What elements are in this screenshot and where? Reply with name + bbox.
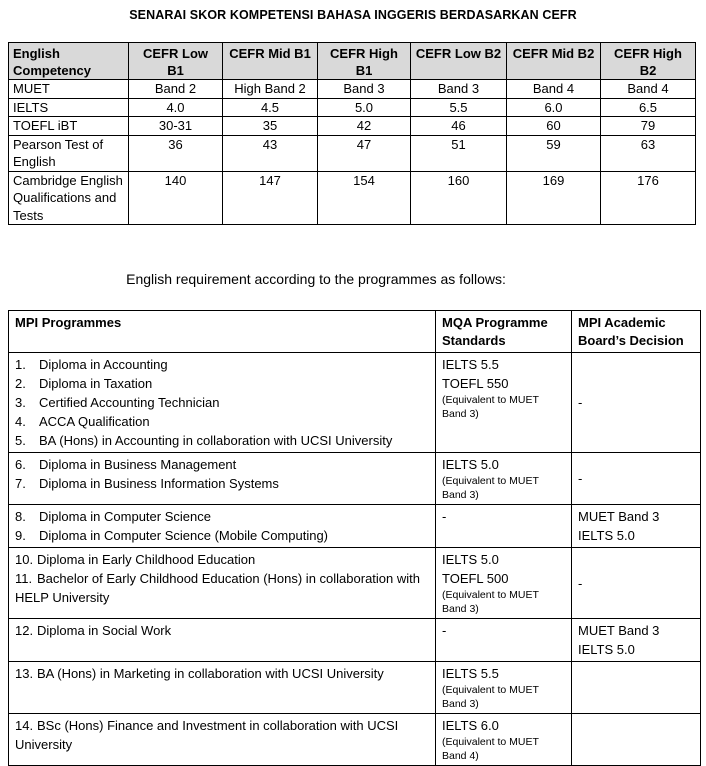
- academic-board-cell: [572, 548, 701, 619]
- programme-name: ACCA Qualification: [39, 414, 150, 429]
- programme-name: BSc (Hons) Finance and Investment in collaboration with UCSI University: [15, 718, 399, 752]
- mqa-equivalence-note: (Equivalent to MUET Band 3): [442, 394, 539, 420]
- programme-group-row: [9, 453, 701, 505]
- mqa-requirement: TOEFL 550: [442, 376, 509, 391]
- mqa-standard-cell: [436, 662, 572, 714]
- programme-list-cell: [9, 662, 436, 714]
- academic-board-cell: [572, 662, 701, 714]
- programme-list-cell: [9, 353, 436, 453]
- cefr-score-cell: 43: [223, 135, 318, 171]
- cefr-score-cell: Band 4: [507, 80, 601, 99]
- cefr-score-cell: 176: [601, 171, 696, 225]
- programme-item: [15, 355, 429, 374]
- mqa-requirement: IELTS 5.5: [442, 357, 499, 372]
- programme-name: Certified Accounting Technician: [39, 395, 220, 410]
- programme-number: 12.: [15, 623, 34, 638]
- board-requirement: -: [578, 395, 583, 410]
- programme-number: 2.: [15, 376, 26, 391]
- programme-group-row: [9, 548, 701, 619]
- mqa-requirement: IELTS 6.0: [442, 718, 499, 733]
- academic-board-cell: [572, 619, 701, 662]
- programme-name: Diploma in Business Management: [39, 457, 237, 472]
- programme-item: [15, 393, 429, 412]
- mqa-requirement: IELTS 5.0: [442, 552, 499, 567]
- programme-number: 1.: [15, 357, 26, 372]
- cefr-score-cell: 42: [318, 117, 411, 136]
- mqa-standard-cell: [436, 714, 572, 766]
- programme-item: [15, 374, 429, 393]
- programme-name: Diploma in Computer Science: [39, 509, 211, 524]
- programmes-header-row: [9, 311, 701, 353]
- programme-name: BA (Hons) in Accounting in collaboration with UCSI University: [39, 433, 393, 448]
- programme-item: [15, 507, 429, 526]
- cefr-header-cell: CEFR High B1: [318, 43, 411, 80]
- programme-number: 7.: [15, 476, 26, 491]
- mqa-requirement: IELTS 5.5: [442, 666, 499, 681]
- cefr-score-cell: 147: [223, 171, 318, 225]
- programme-item: [15, 526, 429, 545]
- programmes-table: [8, 310, 701, 766]
- cefr-score-cell: Band 3: [411, 80, 507, 99]
- cefr-score-cell: 79: [601, 117, 696, 136]
- programme-name: Diploma in Business Information Systems: [39, 476, 279, 491]
- mqa-requirement: IELTS 5.0: [442, 457, 499, 472]
- page-title: SENARAI SKOR KOMPETENSI BAHASA INGGERIS BERDASARKAN CEFR: [129, 8, 577, 22]
- cefr-score-cell: Band 2: [129, 80, 223, 99]
- programme-name: Diploma in Early Childhood Education: [37, 552, 256, 567]
- programme-number: 9.: [15, 528, 26, 543]
- mqa-equivalence-note: (Equivalent to MUET Band 3): [442, 684, 539, 710]
- cefr-header-cell: CEFR High B2: [601, 43, 696, 80]
- cefr-score-cell: 63: [601, 135, 696, 171]
- programme-item: [15, 455, 429, 474]
- mqa-standard-cell: [436, 548, 572, 619]
- programme-item: [15, 664, 429, 683]
- programme-item: [15, 550, 429, 569]
- cefr-row: [9, 135, 696, 171]
- programme-item: [15, 569, 429, 607]
- cefr-score-cell: 51: [411, 135, 507, 171]
- cefr-header-cell: CEFR Low B1: [129, 43, 223, 80]
- mqa-requirement: -: [442, 509, 447, 524]
- academic-board-header: MPI Academic Board’s Decision: [572, 311, 701, 353]
- programme-group-row: [9, 714, 701, 766]
- cefr-row: [9, 98, 696, 117]
- programme-list-cell: [9, 619, 436, 662]
- cefr-score-cell: 4.0: [129, 98, 223, 117]
- cefr-score-cell: 5.5: [411, 98, 507, 117]
- mqa-standard-cell: [436, 453, 572, 505]
- cefr-score-cell: 160: [411, 171, 507, 225]
- cefr-score-cell: 36: [129, 135, 223, 171]
- cefr-row: [9, 117, 696, 136]
- cefr-test-name: TOEFL iBT: [9, 117, 129, 136]
- mqa-equivalence-note: (Equivalent to MUET Band 3): [442, 589, 539, 615]
- academic-board-cell: [572, 505, 701, 548]
- cefr-score-cell: 6.0: [507, 98, 601, 117]
- programme-name: BA (Hons) in Marketing in collaboration with UCSI University: [37, 666, 384, 681]
- cefr-test-name: MUET: [9, 80, 129, 99]
- programmes-intro: English requirement according to the programmes as follows:: [126, 271, 506, 287]
- programme-number: 6.: [15, 457, 26, 472]
- cefr-score-table: [8, 42, 696, 225]
- programme-number: 14.: [15, 718, 34, 733]
- board-requirement: IELTS 5.0: [578, 642, 635, 657]
- board-requirement: MUET Band 3: [578, 509, 660, 524]
- academic-board-cell: [572, 453, 701, 505]
- cefr-score-cell: 60: [507, 117, 601, 136]
- cefr-header-cell: CEFR Mid B1: [223, 43, 318, 80]
- programme-name: Bachelor of Early Childhood Education (Hons) in collaboration with HELP University: [15, 571, 420, 605]
- cefr-row: [9, 171, 696, 225]
- cefr-score-cell: 154: [318, 171, 411, 225]
- programme-list-cell: [9, 453, 436, 505]
- cefr-test-name: Cambridge English Qualifications and Tests: [9, 171, 129, 225]
- cefr-score-cell: 5.0: [318, 98, 411, 117]
- cefr-score-cell: Band 3: [318, 80, 411, 99]
- mqa-standard-cell: [436, 353, 572, 453]
- board-requirement: IELTS 5.0: [578, 528, 635, 543]
- programme-number: 10.: [15, 552, 34, 567]
- cefr-score-cell: 140: [129, 171, 223, 225]
- programme-list-cell: [9, 548, 436, 619]
- programme-number: 3.: [15, 395, 26, 410]
- programme-number: 13.: [15, 666, 34, 681]
- cefr-score-cell: 169: [507, 171, 601, 225]
- cefr-score-cell: 6.5: [601, 98, 696, 117]
- board-requirement: -: [578, 471, 583, 486]
- cefr-score-cell: 30-31: [129, 117, 223, 136]
- programme-group-row: [9, 619, 701, 662]
- programme-group-row: [9, 662, 701, 714]
- programmes-header: MPI Programmes: [9, 311, 436, 353]
- programme-group-row: [9, 353, 701, 453]
- programme-list-cell: [9, 505, 436, 548]
- mqa-equivalence-note: (Equivalent to MUET Band 3): [442, 475, 539, 501]
- programme-name: Diploma in Taxation: [39, 376, 153, 391]
- mqa-requirement: -: [442, 623, 447, 638]
- academic-board-cell: [572, 353, 701, 453]
- programme-number: 4.: [15, 414, 26, 429]
- cefr-test-name: IELTS: [9, 98, 129, 117]
- cefr-header-cell: CEFR Mid B2: [507, 43, 601, 80]
- programme-name: Diploma in Social Work: [37, 623, 172, 638]
- programme-name: Diploma in Accounting: [39, 357, 168, 372]
- programme-list-cell: [9, 714, 436, 766]
- cefr-test-name: Pearson Test of English: [9, 135, 129, 171]
- academic-board-cell: [572, 714, 701, 766]
- mqa-equivalence-note: (Equivalent to MUET Band 4): [442, 736, 539, 762]
- cefr-header-cell: CEFR Low B2: [411, 43, 507, 80]
- programme-name: Diploma in Computer Science (Mobile Computing): [39, 528, 329, 543]
- cefr-score-cell: Band 4: [601, 80, 696, 99]
- programme-number: 8.: [15, 509, 26, 524]
- mqa-standard-cell: [436, 505, 572, 548]
- programme-item: [15, 621, 429, 640]
- cefr-score-cell: 4.5: [223, 98, 318, 117]
- cefr-header-cell: English Competency: [9, 43, 129, 80]
- mqa-standards-header: MQA Programme Standards: [436, 311, 572, 353]
- board-requirement: -: [578, 575, 583, 591]
- programme-item: [15, 474, 429, 493]
- programme-group-row: [9, 505, 701, 548]
- programme-number: 11.: [15, 571, 33, 586]
- cefr-score-cell: 35: [223, 117, 318, 136]
- cefr-score-cell: 47: [318, 135, 411, 171]
- programme-number: 5.: [15, 433, 26, 448]
- board-requirement: MUET Band 3: [578, 623, 660, 638]
- mqa-requirement: TOEFL 500: [442, 571, 509, 586]
- cefr-score-cell: High Band 2: [223, 80, 318, 99]
- cefr-score-cell: 59: [507, 135, 601, 171]
- programme-item: [15, 716, 429, 754]
- programme-item: [15, 431, 429, 450]
- cefr-score-cell: 46: [411, 117, 507, 136]
- cefr-header-row: [9, 43, 696, 80]
- programme-item: [15, 412, 429, 431]
- cefr-row: [9, 80, 696, 99]
- mqa-standard-cell: [436, 619, 572, 662]
